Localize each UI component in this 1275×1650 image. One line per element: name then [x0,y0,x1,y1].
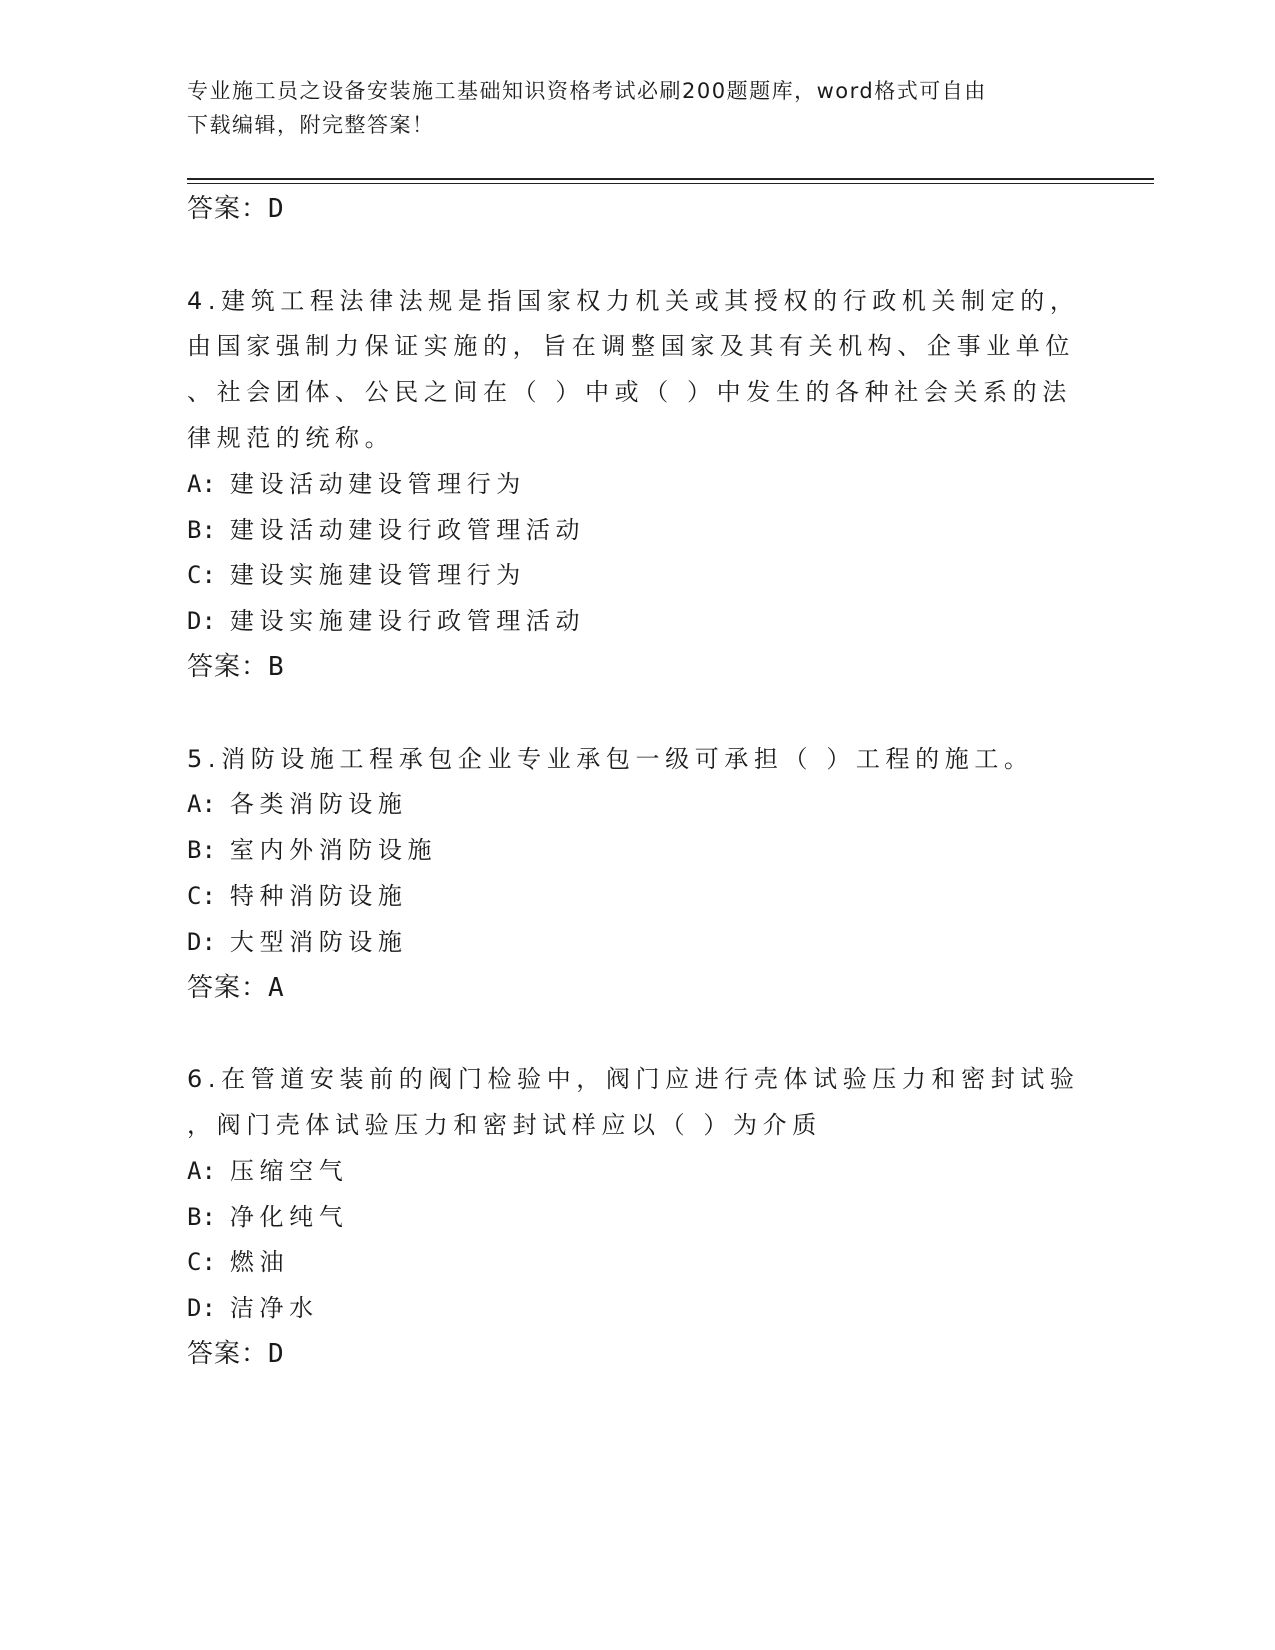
question-stem-line: 、社会团体、公民之间在（ ）中或（ ）中发生的各种社会关系的法 [187,378,1072,407]
option-text: 压缩空气 [229,1156,349,1185]
question-block-4 [187,279,1087,691]
option-d [187,599,1087,645]
question-block-6 [187,1057,1087,1378]
question-list [187,187,1087,1378]
option-a [187,462,1087,508]
question-stem-line: 4.建筑工程法律法规是指国家权力机关或其授权的行政机关制定的， [187,286,1080,315]
answer-value: D [268,1338,285,1369]
option-text: 洁净水 [229,1294,319,1323]
option-text: 燃油 [229,1248,290,1277]
header-divider-thin [187,183,1154,184]
option-text: 建设活动建设管理行为 [229,469,526,498]
option-key: B: [187,515,216,544]
question-stem-line: ，阀门壳体试验压力和密封试样应以（ ）为介质 [187,1110,822,1139]
option-c [187,874,1087,920]
answer-value: B [268,651,285,682]
option-key: D: [187,607,216,636]
option-b [187,828,1087,874]
option-key: D: [187,1294,216,1323]
answer-label: 答案： [187,194,269,224]
option-text: 室内外消防设施 [229,836,438,865]
answer-line [187,1332,1087,1378]
option-a [187,1149,1087,1195]
option-key: A: [187,469,216,498]
page-header [187,74,1087,142]
option-key: C: [187,561,216,590]
option-key: C: [187,881,216,910]
option-text: 建设实施建设管理行为 [229,561,526,590]
question-stem-line: 由国家强制力保证实施的，旨在调整国家及其有关机构、企事业单位 [187,332,1075,361]
option-a [187,782,1087,828]
option-text: 净化纯气 [229,1202,349,1231]
option-key: A: [187,1156,216,1185]
answer-value: D [268,194,285,224]
question-stem [187,1057,1087,1149]
answer-line [187,645,1087,691]
question-stem-line: 6.在管道安装前的阀门检验中，阀门应进行壳体试验压力和密封试验 [187,1065,1080,1094]
option-c [187,553,1087,599]
question-stem [187,279,1087,462]
option-b [187,1195,1087,1241]
answer-line [187,966,1087,1012]
answer-line [187,187,1087,233]
option-d [187,1286,1087,1332]
answer-value: A [268,972,285,1003]
option-d [187,920,1087,966]
header-title-line-1: 专业施工员之设备安装施工基础知识资格考试必刷200题题库，word格式可自由 [187,79,987,103]
option-text: 各类消防设施 [229,790,408,819]
option-c [187,1240,1087,1286]
answer-label: 答案： [187,972,269,1003]
header-title-line-2: 下载编辑，附完整答案！ [187,113,435,137]
question-stem [187,737,1087,783]
option-key: B: [187,836,216,865]
option-text: 建设实施建设行政管理活动 [229,607,586,636]
question-stem-line: 律规范的统称。 [187,423,395,452]
option-text: 大型消防设施 [229,927,408,956]
option-key: A: [187,790,216,819]
question-block-5 [187,737,1087,1012]
answer-label: 答案： [187,651,269,682]
option-text: 特种消防设施 [229,881,408,910]
option-key: C: [187,1248,216,1277]
answer-label: 答案： [187,1338,269,1369]
option-key: B: [187,1202,216,1231]
header-divider-thick [187,178,1154,180]
option-text: 建设活动建设行政管理活动 [229,515,586,544]
option-key: D: [187,927,216,956]
option-b [187,508,1087,554]
question-stem-line: 5.消防设施工程承包企业专业承包一级可承担（ ）工程的施工。 [187,744,1034,773]
